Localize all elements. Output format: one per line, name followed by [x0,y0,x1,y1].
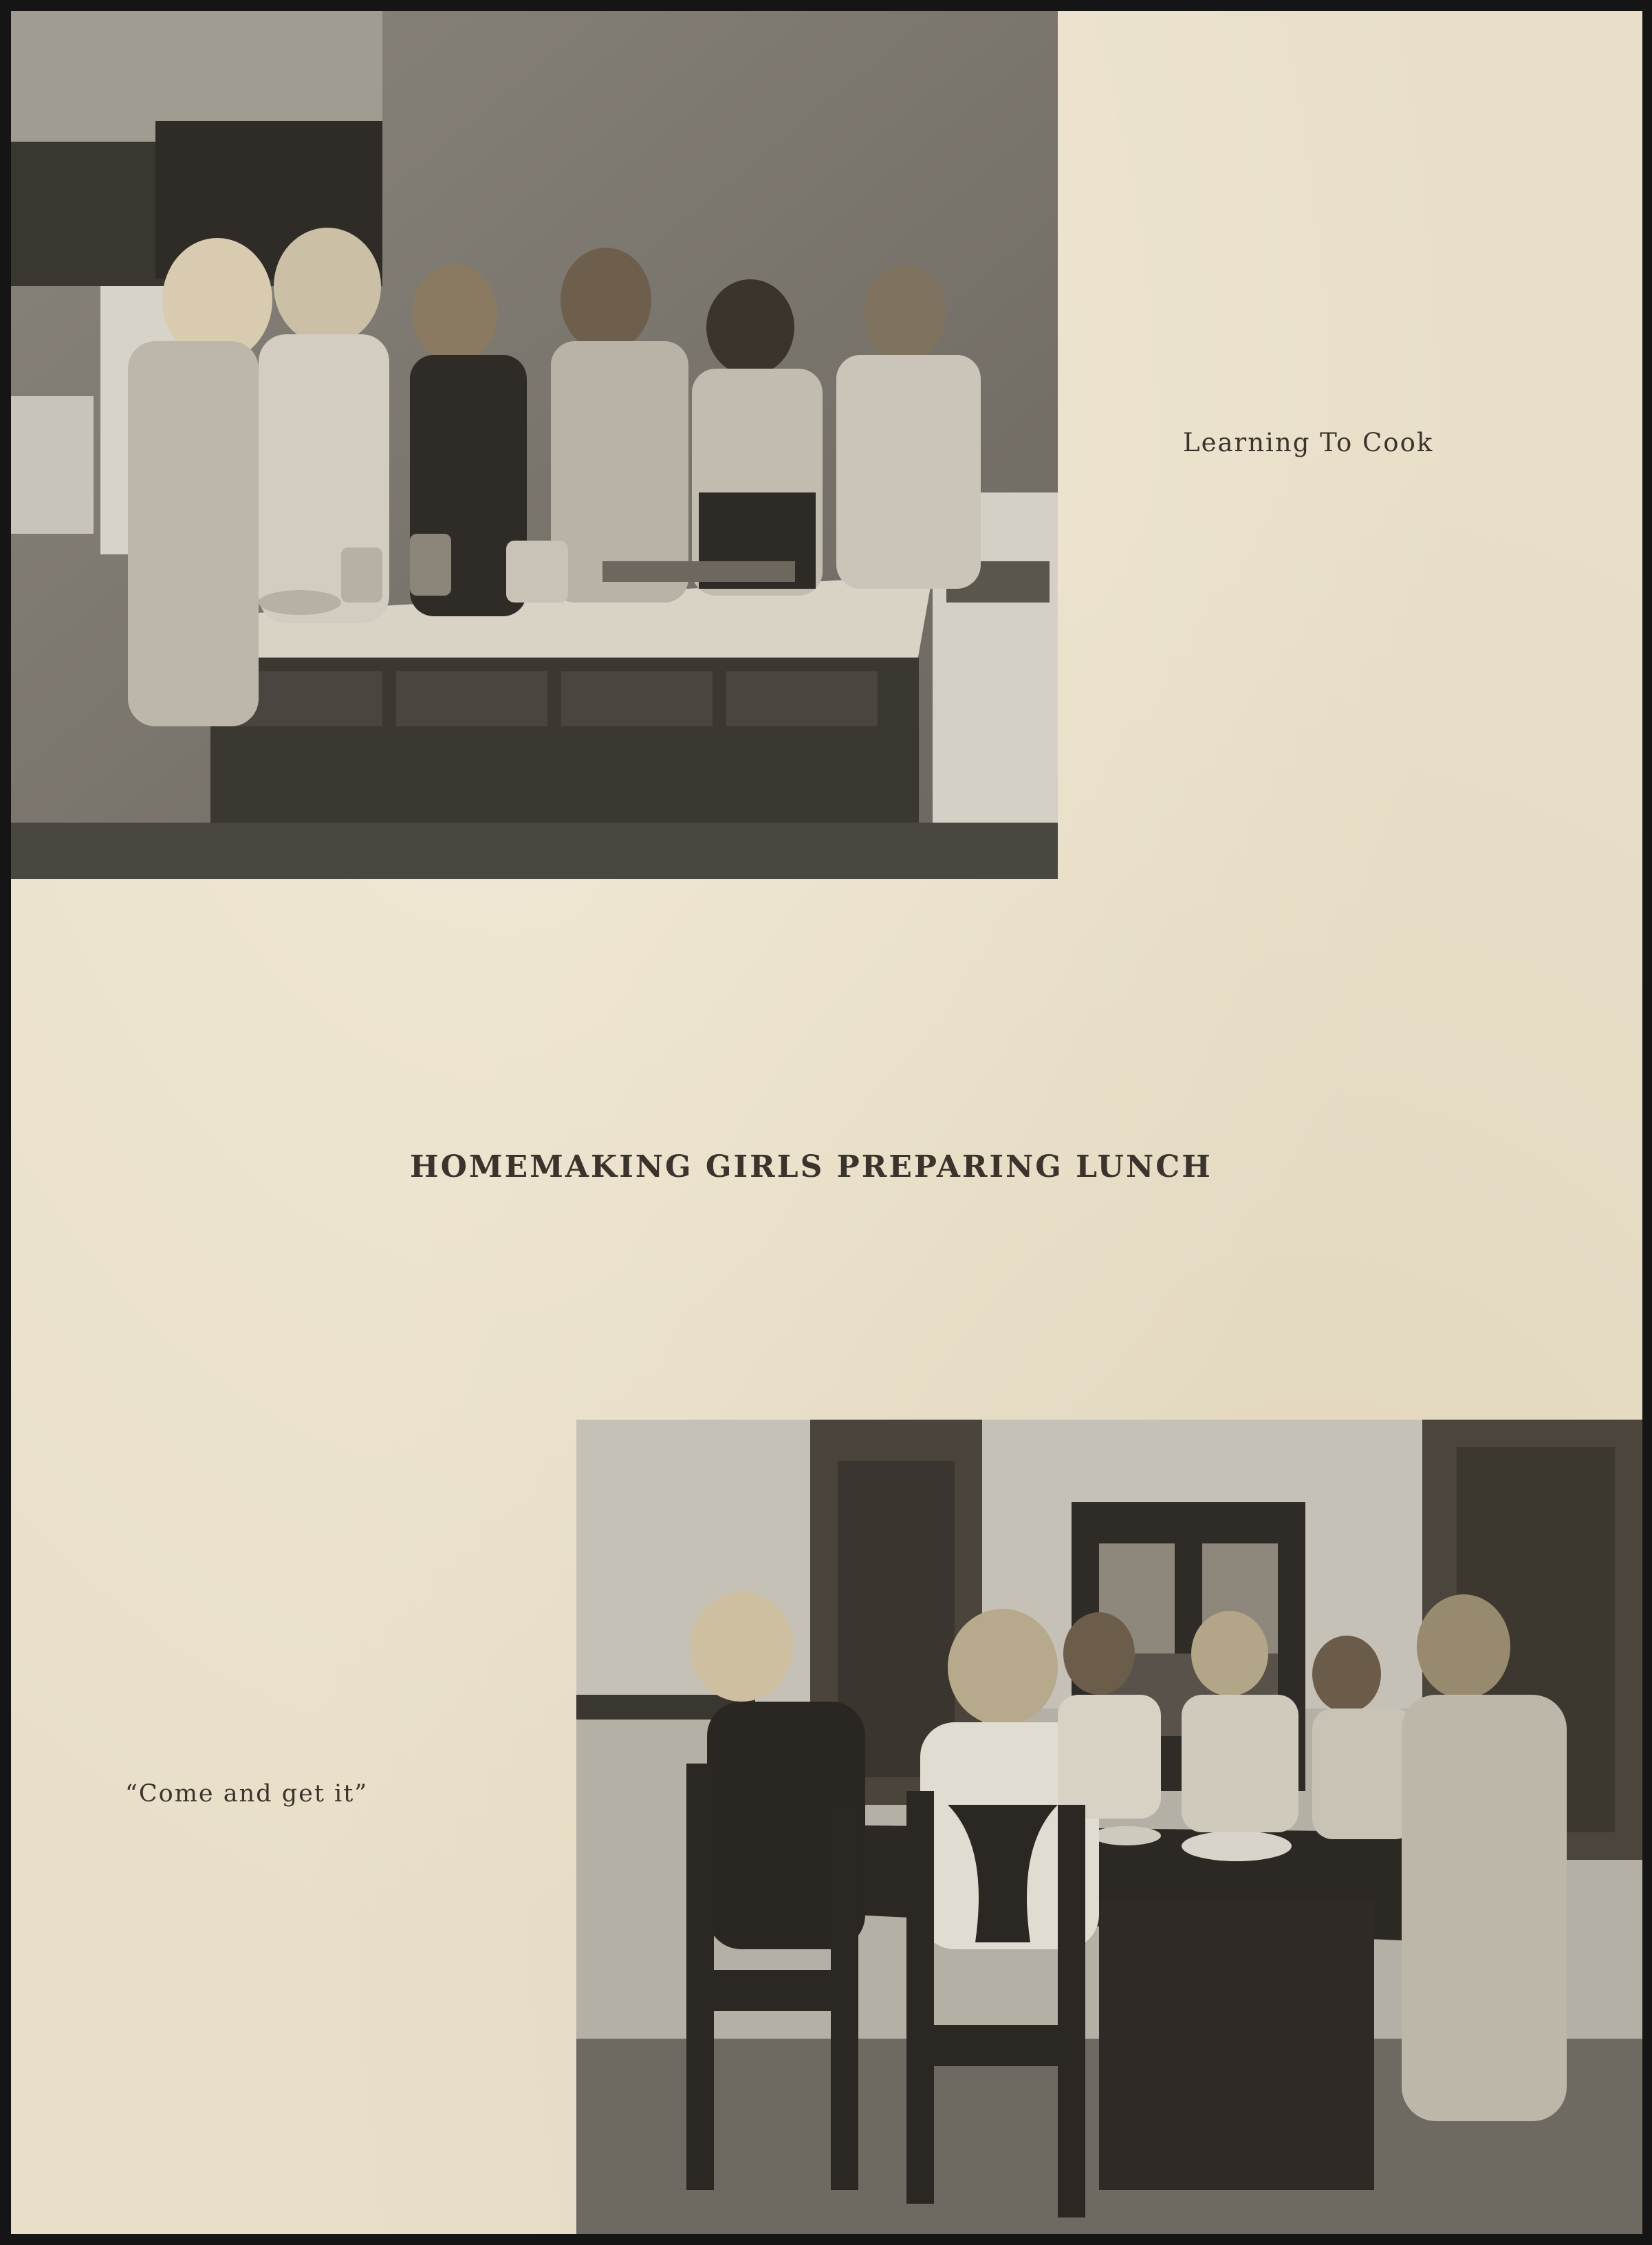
kitchen-photo [11,11,1058,879]
kitchen-photo-caption: Learning To Cook [1183,428,1434,457]
dining-photo-caption: “Come and get it” [125,1780,369,1808]
kitchen-photo-illustration [11,11,1058,879]
dining-photo [576,1420,1642,2234]
dining-photo-illustration [576,1420,1642,2234]
yearbook-page [11,11,1642,2234]
page-title: HOMEMAKING GIRLS PREPARING LUNCH [410,1149,1213,1185]
